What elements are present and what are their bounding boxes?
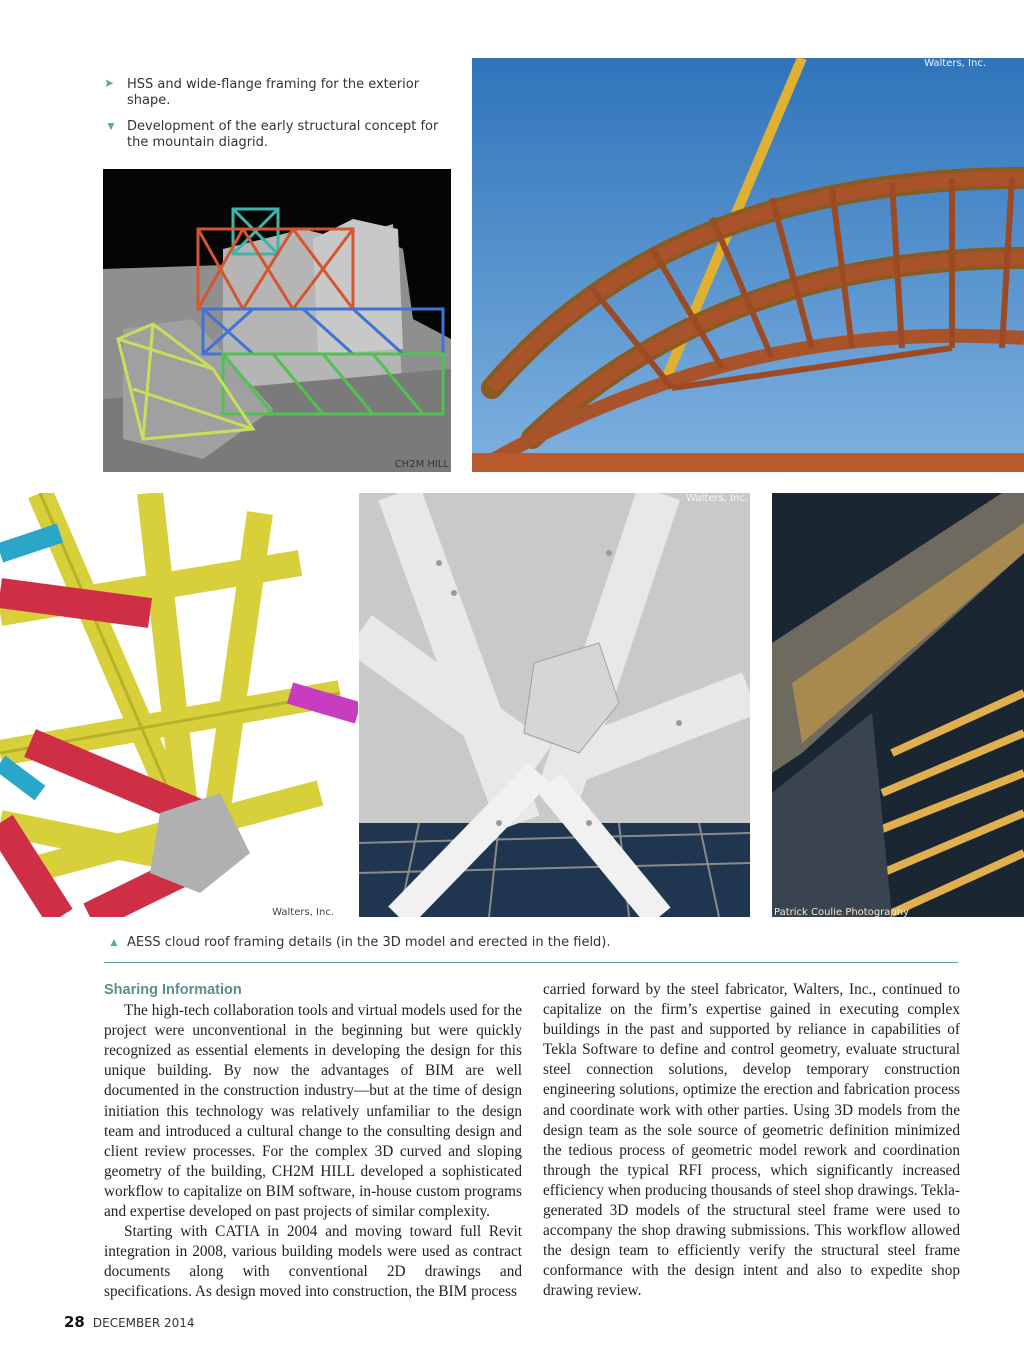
stair-photo — [772, 493, 1024, 917]
article-left-column — [104, 980, 522, 1303]
paragraph: carried forward by the steel fabricator, Walters, Inc., continued to capitalize on the firm’s expertise gained in executing complex buildings in the past and supported by reliance in capabilities of Tekla Software to define and control geometry, evaluate structural steel connection solutions, develop temporary construction engineering solutions, optimize the erection and fabrication process and coordinate work with other parties. Using 3D models from the design team as the sole source of geometric definition minimized the tedious process of geometric model rework and coordination through the typical RFI process, which significantly increased efficiency when producing thousands of steel shop drawings. Tekla-generated 3D models of the structural steel frame were used to accompany the shop drawing submissions. This workflow allowed the design team to efficiently verify the structural steel frame conformance with the design intent and also to expedite shop drawing review. — [543, 981, 960, 1300]
field-node-photo — [359, 493, 750, 917]
credit-stair: Patrick Coulie Photography — [774, 907, 910, 917]
credit-model: CH2M HILL — [394, 459, 449, 470]
arrow-down-icon: ▼ — [105, 119, 117, 133]
credit-top-right: Walters, Inc. — [924, 58, 986, 69]
section-heading: Sharing Information — [104, 982, 242, 998]
steel-model-image — [0, 493, 358, 917]
credit-yellow-model: Walters, Inc. — [272, 907, 334, 917]
paragraph: The high-tech collaboration tools and virtual models used for the project were unconventional in the beginning but were quickly recognized as essential elements in developing the design for this unique building. By now the advantages of BIM are well documented in the construction industry—but at the time of design initiation this technology was relatively unfamiliar to the design team and introduced a cultural change to the consulting design and client review processes. For the complex 3D curved and sloping geometry of the building, CH2M HILL developed a sophisticated workflow to capitalize on BIM software, in-house custom programs and expertise developed on past projects of similar complexity. — [104, 1002, 522, 1221]
paragraph: Starting with CATIA in 2004 and moving toward full Revit integration in 2008, various building models were used as contract documents along with conventional 2D drawings and specifications. As design moved into construction, the BIM process — [104, 1223, 522, 1301]
page-number: 28 — [64, 1313, 85, 1331]
caption-concept: Development of the early structural concept for the mountain diagrid. — [127, 119, 439, 150]
arrow-up-icon: ▲ — [108, 935, 120, 949]
curved-steel-photo — [472, 58, 1024, 472]
issue-date: DECEMBER 2014 — [92, 1316, 195, 1330]
credit-field: Walters, Inc. — [686, 493, 748, 504]
arrow-right-icon: ➤ — [104, 76, 115, 90]
caption-hss: HSS and wide-flange framing for the exterior shape. — [127, 77, 420, 108]
caption-rule — [104, 962, 958, 963]
concept-model-image — [103, 169, 451, 472]
caption-aess: AESS cloud roof framing details (in the 3D model and erected in the field). — [127, 935, 611, 950]
page-footer — [64, 1313, 195, 1331]
article-right-column — [543, 980, 960, 1302]
